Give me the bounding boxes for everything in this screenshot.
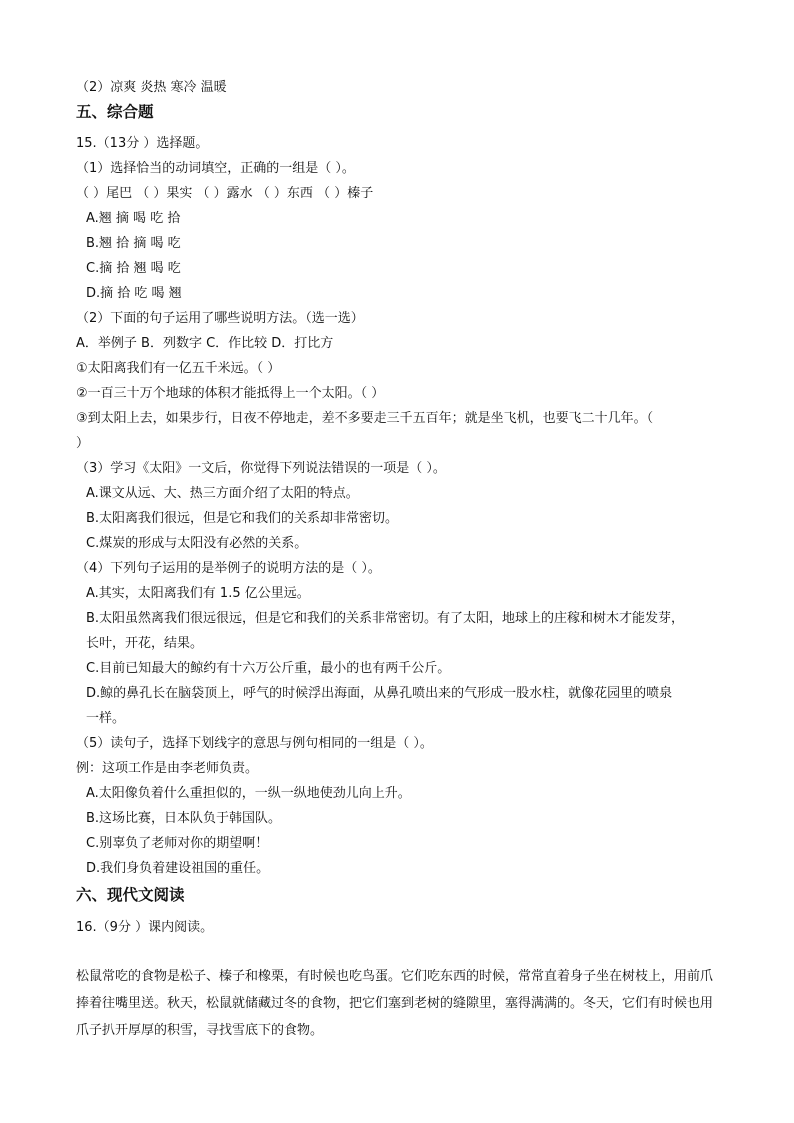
q15-4-prompt: （4）下列句子运用的是举例子的说明方法的是（ ）。 — [76, 561, 381, 576]
q15-1-option-d: D.摘 拾 吃 喝 翘 — [86, 286, 182, 301]
reading-passage: 松鼠常吃的食物是松子、榛子和橡栗，有时候也吃鸟蛋。它们吃东西的时候，常常直着身子坐在树枝上，用前爪捧着往嘴里送。秋天，松鼠就储藏过冬的食物，把它们塞到老树的缝隙里，塞得满满的。冬天，它们有时候也用爪子扒开厚厚的积雪，寻找雪底下的食物。 — [76, 969, 714, 1038]
q15-3-option-c: C.煤炭的形成与太阳没有必然的关系。 — [86, 536, 308, 551]
q15-5-prompt: （5）读句子，选择下划线字的意思与例句相同的一组是（ ）。 — [76, 736, 433, 751]
q15-1-blanks: （ ）尾巴 （ ）果实 （ ）露水 （ ）东西 （ ）榛子 — [76, 186, 374, 201]
section-heading-5: 五、综合题 — [76, 103, 154, 121]
q15-2-item-3-end: ） — [76, 436, 90, 451]
q15-2-prompt: （2）下面的句子运用了哪些说明方法。（选一选） — [76, 311, 364, 326]
q15-title: 15.（13分 ）选择题。 — [76, 136, 209, 151]
q15-5-option-d: D.我们身负着建设祖国的重任。 — [86, 861, 270, 876]
q15-4-option-b: B.太阳虽然离我们很远很远，但是它和我们的关系非常密切。有了太阳，地球上的庄稼和树木才能发芽， — [86, 611, 685, 626]
q15-1-option-a: A.翘 摘 喝 吃 拾 — [86, 211, 181, 226]
q15-5-option-b: B.这场比赛，日本队负于韩国队。 — [86, 811, 282, 826]
q15-3-option-b: B.太阳离我们很远，但是它和我们的关系却非常密切。 — [86, 511, 399, 526]
q15-5-example: 例：这项工作是由李老师负责。 — [76, 761, 259, 776]
q14-option-2: （2）凉爽 炎热 寒冷 温暖 — [76, 80, 227, 95]
q15-2-item-1: ①太阳离我们有一亿五千米远。（ ） — [76, 361, 281, 376]
q15-4-option-d: D.鲸的鼻孔长在脑袋顶上，呼气的时候浮出海面，从鼻孔喷出来的气形成一股水柱，就像花园里的喷泉 — [86, 686, 673, 701]
q15-1-option-c: C.摘 拾 翘 喝 吃 — [86, 261, 181, 276]
q16-title: 16.（9分 ）课内阅读。 — [76, 920, 214, 935]
q15-2-item-3: ③到太阳上去，如果步行，日夜不停地走，差不多要走三千五百年；就是坐飞机，也要飞二十几年。（ — [76, 411, 654, 426]
q15-3-prompt: （3）学习《太阳》一文后，你觉得下列说法错误的一项是（ ）。 — [76, 461, 446, 476]
q15-5-option-c: C.别辜负了老师对你的期望啊！ — [86, 836, 269, 851]
q15-4-option-d-cont: 一样。 — [86, 711, 126, 726]
section-heading-6: 六、现代文阅读 — [76, 886, 185, 904]
q15-1-option-b: B.翘 拾 摘 喝 吃 — [86, 236, 181, 251]
q15-5-option-a: A.太阳像负着什么重担似的，一纵一纵地使劲儿向上升。 — [86, 786, 411, 801]
q15-4-option-a: A.其实，太阳离我们有 1.5 亿公里远。 — [86, 586, 310, 601]
q15-2-item-2: ②一百三十万个地球的体积才能抵得上一个太阳。（ ） — [76, 386, 385, 401]
q15-2-methods: A．举例子 B．列数字 C．作比较 D．打比方 — [76, 336, 334, 351]
q15-3-option-a: A.课文从远、大、热三方面介绍了太阳的特点。 — [86, 486, 359, 501]
q15-4-option-c: C.目前已知最大的鲸约有十六万公斤重，最小的也有两千公斤。 — [86, 661, 451, 676]
q15-1-prompt: （1）选择恰当的动词填空，正确的一组是（ ）。 — [76, 161, 355, 176]
q15-4-option-b-cont: 长叶，开花，结果。 — [86, 636, 204, 651]
